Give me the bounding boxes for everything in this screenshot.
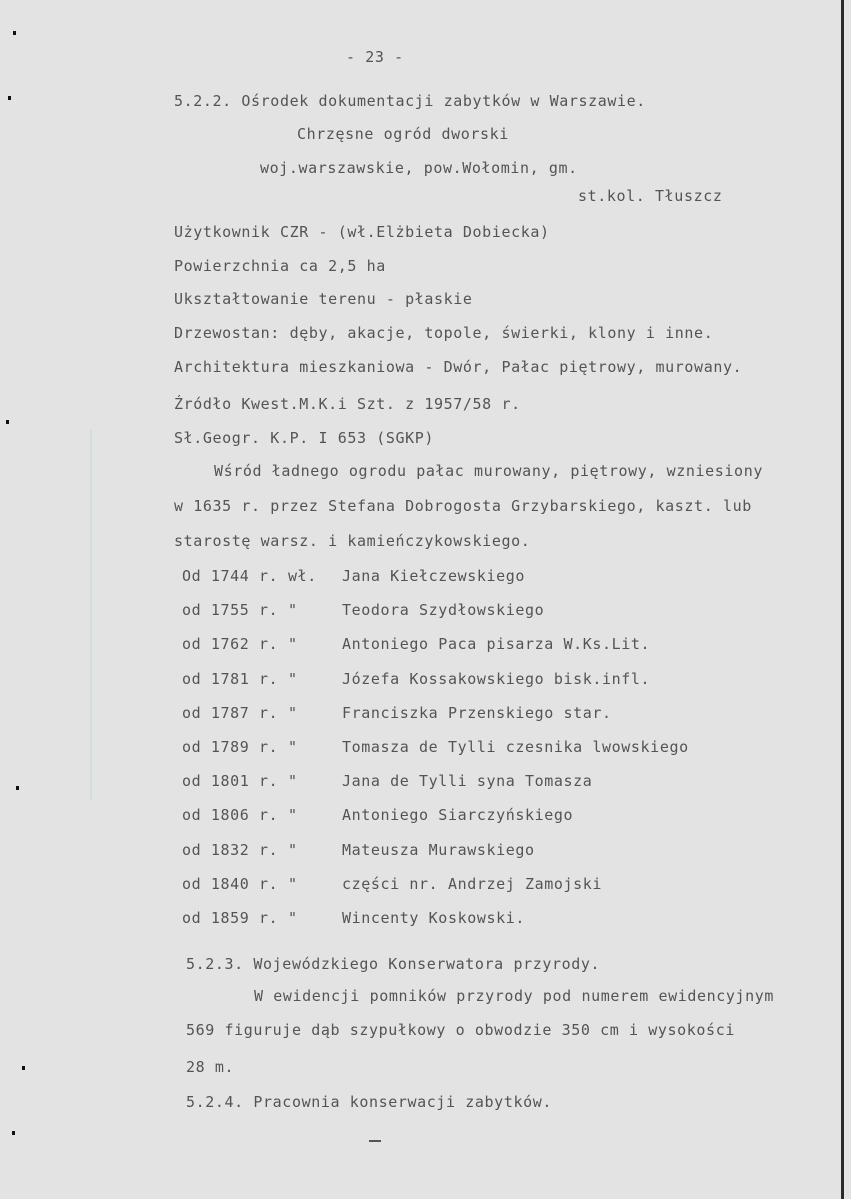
user-line: Użytkownik CZR - (wł.Elżbieta Dobiecka)	[174, 223, 550, 241]
owner-year: od 1787 r. "	[182, 704, 298, 722]
section-heading-5-2-3: 5.2.3. Wojewódzkiego Konserwatora przyrody.	[186, 955, 601, 973]
owner-name: części nr. Andrzej Zamojski	[342, 875, 603, 893]
binding-hole-mark	[16, 786, 19, 790]
binding-hole-mark	[6, 420, 9, 424]
history-line-2: w 1635 r. przez Stefana Dobrogosta Grzybarskiego, kaszt. lub	[174, 497, 752, 515]
location-line-1: woj.warszawskie, pow.Wołomin, gm.	[260, 159, 578, 177]
owner-year: od 1755 r. "	[182, 601, 298, 619]
page-number: - 23 -	[346, 48, 404, 66]
owner-name: Teodora Szydłowskiego	[342, 601, 545, 619]
nature-line-2: 569 figuruje dąb szypułkowy o obwodzie 350 cm i wysokości	[186, 1021, 735, 1039]
owner-name: Franciszka Przenskiego star.	[342, 704, 612, 722]
place-name: Chrzęsne ogród dworski	[297, 125, 509, 143]
source-line: Źródło Kwest.M.K.i Szt. z 1957/58 r.	[174, 395, 521, 413]
trees-line: Drzewostan: dęby, akacje, topole, świerki, klony i inne.	[174, 324, 714, 342]
bottom-dash	[369, 1140, 381, 1142]
margin-line	[90, 430, 92, 800]
section-heading-5-2-2: 5.2.2. Ośrodek dokumentacji zabytków w Warszawie.	[174, 92, 646, 110]
owner-year: od 1762 r. "	[182, 635, 298, 653]
architecture-line: Architektura mieszkaniowa - Dwór, Pałac piętrowy, murowany.	[174, 358, 743, 376]
owner-name: Wincenty Koskowski.	[342, 909, 525, 927]
nature-line-3: 28 m.	[186, 1058, 235, 1076]
history-line-3: starostę warsz. i kamieńczykowskiego.	[174, 532, 531, 550]
owner-year: od 1832 r. "	[182, 841, 298, 859]
page-edge	[841, 0, 844, 1199]
owner-name: Antoniego Siarczyńskiego	[342, 806, 574, 824]
binding-hole-mark	[13, 31, 16, 35]
owner-name: Mateusza Murawskiego	[342, 841, 535, 859]
owner-name: Antoniego Paca pisarza W.Ks.Lit.	[342, 635, 651, 653]
terrain-line: Ukształtowanie terenu - płaskie	[174, 290, 473, 308]
history-line-1: Wśród ładnego ogrodu pałac murowany, piętrowy, wzniesiony	[214, 462, 763, 480]
area-line: Powierzchnia ca 2,5 ha	[174, 257, 386, 275]
owner-name: Jana de Tylli syna Tomasza	[342, 772, 593, 790]
owner-name: Jana Kiełczewskiego	[342, 567, 525, 585]
owner-name: Tomasza de Tylli czesnika lwowskiego	[342, 738, 689, 756]
owner-year: od 1806 r. "	[182, 806, 298, 824]
section-heading-5-2-4: 5.2.4. Pracownia konserwacji zabytków.	[186, 1093, 552, 1111]
owner-name: Józefa Kossakowskiego bisk.infl.	[342, 670, 651, 688]
geo-line: Sł.Geogr. K.P. I 653 (SGKP)	[174, 429, 435, 447]
binding-hole-mark	[12, 1131, 15, 1135]
owner-year: od 1801 r. "	[182, 772, 298, 790]
binding-hole-mark	[22, 1066, 25, 1070]
location-line-2: st.kol. Tłuszcz	[578, 187, 723, 205]
owner-year: od 1859 r. "	[182, 909, 298, 927]
nature-line-1: W ewidencji pomników przyrody pod numerem ewidencyjnym	[254, 987, 775, 1005]
owner-year: od 1840 r. "	[182, 875, 298, 893]
owner-year: od 1781 r. "	[182, 670, 298, 688]
owner-year: od 1789 r. "	[182, 738, 298, 756]
owner-year: Od 1744 r. wł.	[182, 567, 317, 585]
binding-hole-mark	[8, 96, 11, 100]
